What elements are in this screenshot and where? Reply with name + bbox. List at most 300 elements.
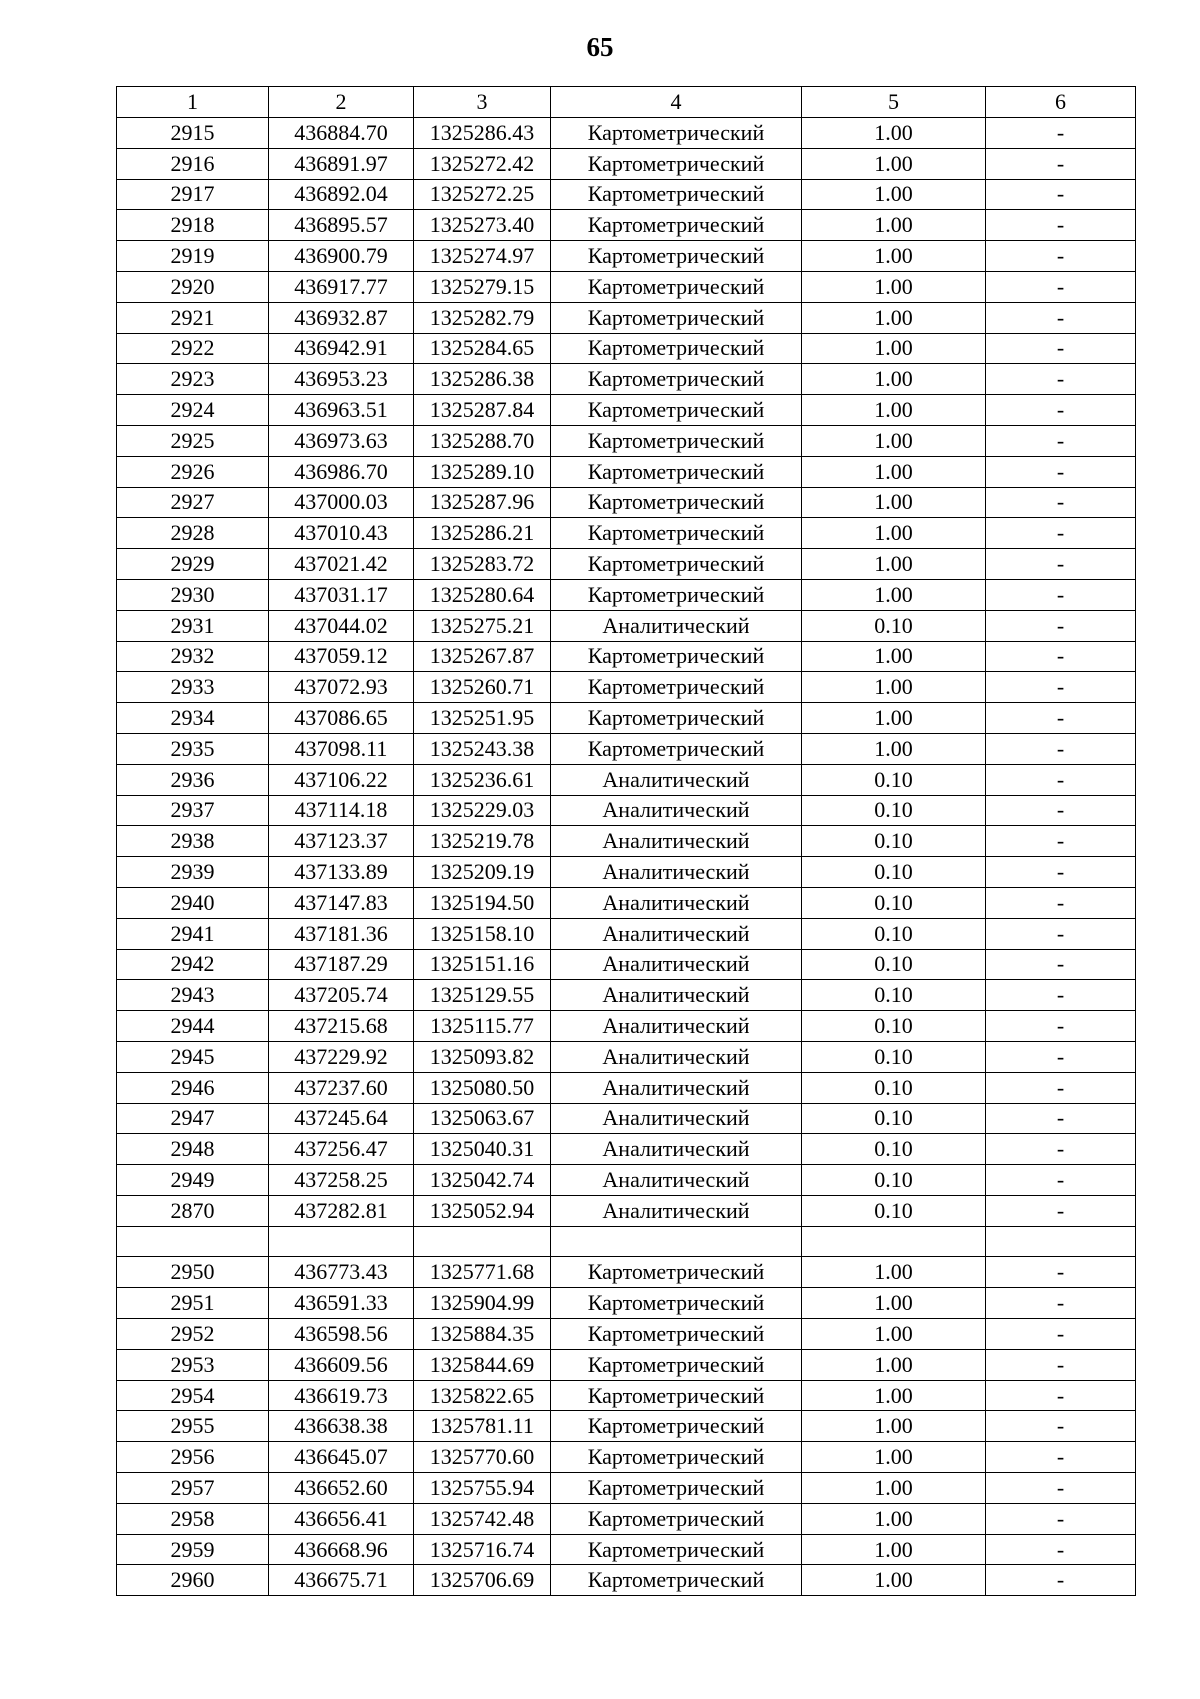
table-row <box>117 703 1136 734</box>
cell-point-number: 2920 <box>117 271 269 302</box>
cell-point-number: 2954 <box>117 1380 269 1411</box>
cell-method: Картометрический <box>551 1534 802 1565</box>
table-row <box>117 302 1136 333</box>
cell-note: - <box>986 949 1136 980</box>
cell-x-coordinate: 436609.56 <box>269 1349 414 1380</box>
cell-accuracy: 1.00 <box>802 487 986 518</box>
column-header-1: 1 <box>117 87 269 118</box>
cell-x-coordinate: 437282.81 <box>269 1195 414 1226</box>
cell-accuracy: 1.00 <box>802 241 986 272</box>
cell-y-coordinate: 1325844.69 <box>414 1349 551 1380</box>
cell-method: Картометрический <box>551 395 802 426</box>
cell-method: Картометрический <box>551 1565 802 1596</box>
cell-x-coordinate: 437010.43 <box>269 518 414 549</box>
cell-accuracy: 0.10 <box>802 1041 986 1072</box>
cell-note: - <box>986 1503 1136 1534</box>
table-row <box>117 395 1136 426</box>
cell-x-coordinate: 437021.42 <box>269 549 414 580</box>
cell-point-number: 2953 <box>117 1349 269 1380</box>
cell-note: - <box>986 672 1136 703</box>
cell-y-coordinate: 1325209.19 <box>414 857 551 888</box>
cell-point-number: 2929 <box>117 549 269 580</box>
cell-y-coordinate: 1325716.74 <box>414 1534 551 1565</box>
cell-x-coordinate: 437098.11 <box>269 733 414 764</box>
cell-point-number: 2959 <box>117 1534 269 1565</box>
cell-x-coordinate: 436645.07 <box>269 1442 414 1473</box>
cell-x-coordinate: 437031.17 <box>269 579 414 610</box>
cell-y-coordinate: 1325194.50 <box>414 887 551 918</box>
table-row <box>117 579 1136 610</box>
cell-point-number: 2938 <box>117 826 269 857</box>
cell-accuracy <box>802 1226 986 1257</box>
cell-y-coordinate: 1325288.70 <box>414 425 551 456</box>
table-row <box>117 241 1136 272</box>
cell-point-number: 2936 <box>117 764 269 795</box>
cell-method: Аналитический <box>551 980 802 1011</box>
cell-point-number: 2955 <box>117 1411 269 1442</box>
cell-note: - <box>986 1380 1136 1411</box>
cell-point-number: 2924 <box>117 395 269 426</box>
cell-x-coordinate: 437245.64 <box>269 1103 414 1134</box>
cell-accuracy: 0.10 <box>802 1011 986 1042</box>
cell-point-number: 2956 <box>117 1442 269 1473</box>
cell-y-coordinate: 1325219.78 <box>414 826 551 857</box>
cell-accuracy: 0.10 <box>802 610 986 641</box>
cell-note: - <box>986 703 1136 734</box>
cell-point-number: 2926 <box>117 456 269 487</box>
table-row <box>117 949 1136 980</box>
table-row <box>117 1011 1136 1042</box>
cell-note: - <box>986 1411 1136 1442</box>
cell-x-coordinate: 436892.04 <box>269 179 414 210</box>
cell-y-coordinate: 1325706.69 <box>414 1565 551 1596</box>
page-number: 65 <box>586 32 614 62</box>
cell-method: Аналитический <box>551 1041 802 1072</box>
cell-y-coordinate: 1325063.67 <box>414 1103 551 1134</box>
cell-x-coordinate: 437215.68 <box>269 1011 414 1042</box>
cell-point-number: 2928 <box>117 518 269 549</box>
cell-y-coordinate: 1325260.71 <box>414 672 551 703</box>
cell-y-coordinate: 1325822.65 <box>414 1380 551 1411</box>
cell-point-number: 2952 <box>117 1319 269 1350</box>
cell-method: Аналитический <box>551 764 802 795</box>
cell-method: Картометрический <box>551 241 802 272</box>
cell-note: - <box>986 1072 1136 1103</box>
cell-y-coordinate: 1325236.61 <box>414 764 551 795</box>
cell-accuracy: 1.00 <box>802 1288 986 1319</box>
cell-point-number: 2947 <box>117 1103 269 1134</box>
cell-note: - <box>986 1195 1136 1226</box>
cell-point-number: 2945 <box>117 1041 269 1072</box>
coordinates-table <box>116 86 1136 1596</box>
cell-y-coordinate: 1325884.35 <box>414 1319 551 1350</box>
cell-note: - <box>986 148 1136 179</box>
table-row <box>117 1103 1136 1134</box>
cell-accuracy: 0.10 <box>802 795 986 826</box>
cell-point-number: 2870 <box>117 1195 269 1226</box>
table-body <box>117 118 1136 1596</box>
cell-note: - <box>986 764 1136 795</box>
cell-y-coordinate: 1325279.15 <box>414 271 551 302</box>
cell-x-coordinate: 437187.29 <box>269 949 414 980</box>
cell-accuracy: 1.00 <box>802 210 986 241</box>
cell-method: Картометрический <box>551 703 802 734</box>
cell-y-coordinate: 1325755.94 <box>414 1473 551 1504</box>
cell-x-coordinate: 436598.56 <box>269 1319 414 1350</box>
cell-x-coordinate: 436675.71 <box>269 1565 414 1596</box>
table-row <box>117 795 1136 826</box>
table-row <box>117 826 1136 857</box>
cell-x-coordinate: 436884.70 <box>269 118 414 149</box>
table-row <box>117 1165 1136 1196</box>
cell-y-coordinate: 1325742.48 <box>414 1503 551 1534</box>
cell-accuracy: 1.00 <box>802 333 986 364</box>
cell-y-coordinate: 1325040.31 <box>414 1134 551 1165</box>
cell-method: Аналитический <box>551 1103 802 1134</box>
cell-y-coordinate: 1325282.79 <box>414 302 551 333</box>
cell-method: Картометрический <box>551 118 802 149</box>
cell-method: Картометрический <box>551 1319 802 1350</box>
column-header-6: 6 <box>986 87 1136 118</box>
cell-method: Картометрический <box>551 1473 802 1504</box>
cell-point-number: 2917 <box>117 179 269 210</box>
cell-point-number: 2916 <box>117 148 269 179</box>
cell-note: - <box>986 826 1136 857</box>
cell-note: - <box>986 1165 1136 1196</box>
cell-accuracy: 1.00 <box>802 425 986 456</box>
table-row <box>117 487 1136 518</box>
cell-point-number: 2942 <box>117 949 269 980</box>
cell-note: - <box>986 980 1136 1011</box>
cell-y-coordinate: 1325158.10 <box>414 918 551 949</box>
cell-point-number: 2922 <box>117 333 269 364</box>
cell-note: - <box>986 1565 1136 1596</box>
cell-x-coordinate: 436619.73 <box>269 1380 414 1411</box>
cell-x-coordinate: 437106.22 <box>269 764 414 795</box>
cell-method: Картометрический <box>551 1411 802 1442</box>
table-row <box>117 1319 1136 1350</box>
cell-x-coordinate: 436656.41 <box>269 1503 414 1534</box>
table-row <box>117 179 1136 210</box>
cell-method <box>551 1226 802 1257</box>
cell-accuracy: 1.00 <box>802 1380 986 1411</box>
cell-x-coordinate: 437147.83 <box>269 887 414 918</box>
cell-x-coordinate: 437205.74 <box>269 980 414 1011</box>
cell-note: - <box>986 1041 1136 1072</box>
cell-accuracy: 1.00 <box>802 1319 986 1350</box>
cell-accuracy: 1.00 <box>802 1411 986 1442</box>
cell-note: - <box>986 241 1136 272</box>
table-row <box>117 857 1136 888</box>
table-row <box>117 980 1136 1011</box>
cell-method: Аналитический <box>551 610 802 641</box>
table-row <box>117 1257 1136 1288</box>
cell-point-number: 2925 <box>117 425 269 456</box>
cell-method: Аналитический <box>551 949 802 980</box>
cell-accuracy: 1.00 <box>802 703 986 734</box>
cell-method: Картометрический <box>551 148 802 179</box>
cell-x-coordinate: 436652.60 <box>269 1473 414 1504</box>
cell-y-coordinate: 1325243.38 <box>414 733 551 764</box>
cell-accuracy: 1.00 <box>802 1565 986 1596</box>
table-row <box>117 1565 1136 1596</box>
table-row <box>117 456 1136 487</box>
table-row <box>117 271 1136 302</box>
cell-x-coordinate: 436973.63 <box>269 425 414 456</box>
cell-x-coordinate: 436932.87 <box>269 302 414 333</box>
table-row <box>117 1534 1136 1565</box>
cell-method: Картометрический <box>551 1442 802 1473</box>
cell-method: Аналитический <box>551 1072 802 1103</box>
cell-point-number: 2927 <box>117 487 269 518</box>
cell-note: - <box>986 425 1136 456</box>
cell-note: - <box>986 179 1136 210</box>
cell-x-coordinate: 436668.96 <box>269 1534 414 1565</box>
cell-accuracy: 1.00 <box>802 579 986 610</box>
cell-accuracy: 0.10 <box>802 1195 986 1226</box>
cell-x-coordinate: 437237.60 <box>269 1072 414 1103</box>
cell-method: Картометрический <box>551 579 802 610</box>
cell-x-coordinate: 437258.25 <box>269 1165 414 1196</box>
cell-method: Картометрический <box>551 518 802 549</box>
cell-method: Картометрический <box>551 179 802 210</box>
cell-point-number: 2935 <box>117 733 269 764</box>
table-row <box>117 1380 1136 1411</box>
cell-y-coordinate: 1325273.40 <box>414 210 551 241</box>
cell-point-number: 2937 <box>117 795 269 826</box>
cell-method: Аналитический <box>551 857 802 888</box>
cell-accuracy: 0.10 <box>802 857 986 888</box>
cell-y-coordinate: 1325781.11 <box>414 1411 551 1442</box>
cell-accuracy: 1.00 <box>802 1257 986 1288</box>
cell-accuracy: 1.00 <box>802 549 986 580</box>
table-header <box>117 87 1136 118</box>
cell-method: Аналитический <box>551 1011 802 1042</box>
cell-note: - <box>986 610 1136 641</box>
cell-accuracy: 1.00 <box>802 641 986 672</box>
cell-method: Аналитический <box>551 1165 802 1196</box>
cell-y-coordinate: 1325080.50 <box>414 1072 551 1103</box>
cell-x-coordinate: 437229.92 <box>269 1041 414 1072</box>
cell-method: Аналитический <box>551 826 802 857</box>
cell-note: - <box>986 364 1136 395</box>
cell-note: - <box>986 641 1136 672</box>
cell-accuracy: 1.00 <box>802 118 986 149</box>
cell-method: Аналитический <box>551 1134 802 1165</box>
table-row <box>117 641 1136 672</box>
cell-point-number: 2939 <box>117 857 269 888</box>
cell-y-coordinate: 1325093.82 <box>414 1041 551 1072</box>
cell-point-number: 2943 <box>117 980 269 1011</box>
header-row <box>117 87 1136 118</box>
cell-x-coordinate: 436638.38 <box>269 1411 414 1442</box>
cell-x-coordinate: 437059.12 <box>269 641 414 672</box>
cell-method: Картометрический <box>551 456 802 487</box>
cell-accuracy: 0.10 <box>802 826 986 857</box>
cell-note: - <box>986 887 1136 918</box>
cell-method: Картометрический <box>551 641 802 672</box>
cell-x-coordinate: 436900.79 <box>269 241 414 272</box>
cell-accuracy: 1.00 <box>802 395 986 426</box>
cell-note: - <box>986 1103 1136 1134</box>
cell-y-coordinate: 1325275.21 <box>414 610 551 641</box>
cell-note <box>986 1226 1136 1257</box>
cell-note: - <box>986 1534 1136 1565</box>
cell-accuracy: 1.00 <box>802 302 986 333</box>
cell-point-number: 2923 <box>117 364 269 395</box>
cell-point-number: 2919 <box>117 241 269 272</box>
cell-x-coordinate: 436773.43 <box>269 1257 414 1288</box>
cell-note: - <box>986 1257 1136 1288</box>
cell-accuracy: 1.00 <box>802 1442 986 1473</box>
cell-y-coordinate: 1325052.94 <box>414 1195 551 1226</box>
cell-point-number: 2951 <box>117 1288 269 1319</box>
cell-method: Картометрический <box>551 364 802 395</box>
cell-x-coordinate: 436986.70 <box>269 456 414 487</box>
cell-method: Картометрический <box>551 302 802 333</box>
cell-y-coordinate: 1325286.21 <box>414 518 551 549</box>
cell-note: - <box>986 1319 1136 1350</box>
cell-x-coordinate: 437086.65 <box>269 703 414 734</box>
cell-x-coordinate: 436591.33 <box>269 1288 414 1319</box>
cell-note: - <box>986 1011 1136 1042</box>
cell-x-coordinate: 437181.36 <box>269 918 414 949</box>
cell-accuracy: 1.00 <box>802 1473 986 1504</box>
cell-point-number: 2932 <box>117 641 269 672</box>
cell-note: - <box>986 118 1136 149</box>
cell-method: Аналитический <box>551 795 802 826</box>
cell-x-coordinate: 437123.37 <box>269 826 414 857</box>
cell-y-coordinate: 1325286.38 <box>414 364 551 395</box>
cell-accuracy: 0.10 <box>802 887 986 918</box>
table-row <box>117 610 1136 641</box>
cell-x-coordinate: 437133.89 <box>269 857 414 888</box>
cell-note: - <box>986 1349 1136 1380</box>
cell-note: - <box>986 1288 1136 1319</box>
table-row <box>117 364 1136 395</box>
cell-x-coordinate: 437044.02 <box>269 610 414 641</box>
cell-x-coordinate: 436942.91 <box>269 333 414 364</box>
cell-note: - <box>986 1473 1136 1504</box>
cell-point-number: 2931 <box>117 610 269 641</box>
column-header-3: 3 <box>414 87 551 118</box>
cell-point-number: 2918 <box>117 210 269 241</box>
cell-x-coordinate: 436891.97 <box>269 148 414 179</box>
column-header-5: 5 <box>802 87 986 118</box>
cell-method: Картометрический <box>551 271 802 302</box>
cell-method: Картометрический <box>551 210 802 241</box>
cell-method: Аналитический <box>551 887 802 918</box>
cell-point-number: 2950 <box>117 1257 269 1288</box>
cell-accuracy: 0.10 <box>802 764 986 795</box>
cell-accuracy: 0.10 <box>802 1072 986 1103</box>
cell-accuracy: 1.00 <box>802 1503 986 1534</box>
cell-accuracy: 1.00 <box>802 1349 986 1380</box>
cell-method: Аналитический <box>551 1195 802 1226</box>
cell-accuracy: 1.00 <box>802 271 986 302</box>
cell-y-coordinate: 1325115.77 <box>414 1011 551 1042</box>
cell-accuracy: 1.00 <box>802 518 986 549</box>
cell-point-number <box>117 1226 269 1257</box>
cell-y-coordinate: 1325272.42 <box>414 148 551 179</box>
table-row <box>117 1195 1136 1226</box>
cell-y-coordinate: 1325251.95 <box>414 703 551 734</box>
cell-accuracy: 1.00 <box>802 672 986 703</box>
cell-y-coordinate: 1325280.64 <box>414 579 551 610</box>
cell-method: Картометрический <box>551 1349 802 1380</box>
cell-method: Картометрический <box>551 549 802 580</box>
cell-point-number: 2948 <box>117 1134 269 1165</box>
cell-note: - <box>986 302 1136 333</box>
column-header-4: 4 <box>551 87 802 118</box>
cell-y-coordinate: 1325287.84 <box>414 395 551 426</box>
cell-point-number: 2915 <box>117 118 269 149</box>
cell-x-coordinate: 436953.23 <box>269 364 414 395</box>
cell-note: - <box>986 918 1136 949</box>
cell-method: Картометрический <box>551 1257 802 1288</box>
table-row <box>117 518 1136 549</box>
cell-y-coordinate: 1325287.96 <box>414 487 551 518</box>
cell-y-coordinate: 1325286.43 <box>414 118 551 149</box>
cell-note: - <box>986 487 1136 518</box>
table-row <box>117 1442 1136 1473</box>
cell-y-coordinate: 1325284.65 <box>414 333 551 364</box>
cell-accuracy: 1.00 <box>802 1534 986 1565</box>
cell-y-coordinate: 1325904.99 <box>414 1288 551 1319</box>
cell-y-coordinate: 1325274.97 <box>414 241 551 272</box>
cell-note: - <box>986 395 1136 426</box>
cell-method: Картометрический <box>551 733 802 764</box>
table-row <box>117 549 1136 580</box>
table-row-separator <box>117 1226 1136 1257</box>
cell-note: - <box>986 1134 1136 1165</box>
cell-note: - <box>986 579 1136 610</box>
cell-point-number: 2958 <box>117 1503 269 1534</box>
cell-point-number: 2934 <box>117 703 269 734</box>
cell-note: - <box>986 733 1136 764</box>
cell-accuracy: 0.10 <box>802 980 986 1011</box>
table-row <box>117 118 1136 149</box>
cell-y-coordinate: 1325272.25 <box>414 179 551 210</box>
cell-point-number: 2921 <box>117 302 269 333</box>
cell-y-coordinate <box>414 1226 551 1257</box>
cell-x-coordinate: 437114.18 <box>269 795 414 826</box>
cell-method: Картометрический <box>551 425 802 456</box>
table-row <box>117 733 1136 764</box>
table-row <box>117 425 1136 456</box>
cell-y-coordinate: 1325770.60 <box>414 1442 551 1473</box>
table-row <box>117 672 1136 703</box>
cell-accuracy: 0.10 <box>802 1165 986 1196</box>
table-row <box>117 1473 1136 1504</box>
table-row <box>117 1503 1136 1534</box>
cell-method: Картометрический <box>551 672 802 703</box>
cell-y-coordinate: 1325129.55 <box>414 980 551 1011</box>
cell-x-coordinate <box>269 1226 414 1257</box>
cell-accuracy: 1.00 <box>802 456 986 487</box>
cell-note: - <box>986 1442 1136 1473</box>
table-row <box>117 918 1136 949</box>
cell-point-number: 2949 <box>117 1165 269 1196</box>
cell-y-coordinate: 1325771.68 <box>414 1257 551 1288</box>
cell-x-coordinate: 437256.47 <box>269 1134 414 1165</box>
table-row <box>117 1072 1136 1103</box>
cell-accuracy: 0.10 <box>802 1103 986 1134</box>
cell-accuracy: 0.10 <box>802 1134 986 1165</box>
table-row <box>117 333 1136 364</box>
cell-y-coordinate: 1325283.72 <box>414 549 551 580</box>
cell-x-coordinate: 437000.03 <box>269 487 414 518</box>
